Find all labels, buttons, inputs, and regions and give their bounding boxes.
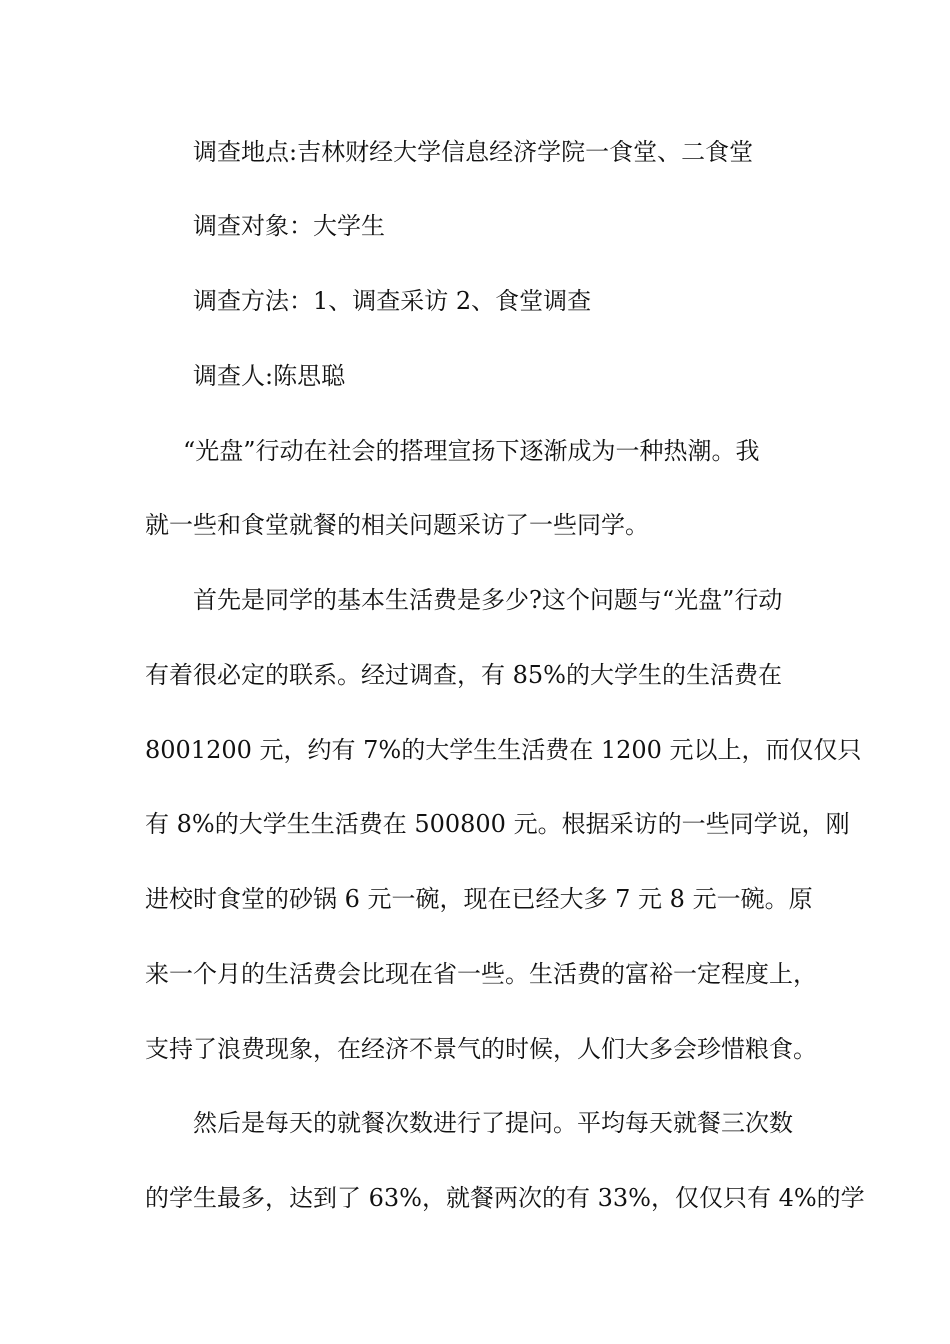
paragraph-2-line-4: 有 8%的大学生生活费在 500800 元。根据采访的一些同学说，刚 xyxy=(145,810,850,838)
paragraph-2-line-5: 进校时食堂的砂锅 6 元一碗，现在已经大多 7 元 8 元一碗。原 xyxy=(145,885,813,913)
paragraph-3-line-1: 然后是每天的就餐次数进行了提问。平均每天就餐三次数 xyxy=(193,1109,793,1137)
paragraph-2-line-7: 支持了浪费现象，在经济不景气的时候，人们大多会珍惜粮食。 xyxy=(145,1035,817,1063)
paragraph-2-line-1: 首先是同学的基本生活费是多少?这个问题与“光盘”行动 xyxy=(193,586,783,614)
survey-method-line: 调查方法：1、调查采访 2、食堂调查 xyxy=(193,287,592,315)
paragraph-1-line-1: “光盘”行动在社会的搭理宣扬下逐渐成为一种热潮。我 xyxy=(183,437,760,465)
surveyor-line: 调查人:陈思聪 xyxy=(193,362,346,390)
paragraph-3-line-2: 的学生最多，达到了 63%，就餐两次的有 33%，仅仅只有 4%的学 xyxy=(145,1184,865,1212)
paragraph-2-line-3: 8001200 元，约有 7%的大学生生活费在 1200 元以上，而仅仅只 xyxy=(145,736,862,764)
survey-subject-line: 调查对象：大学生 xyxy=(193,212,385,240)
paragraph-1-line-2: 就一些和食堂就餐的相关问题采访了一些同学。 xyxy=(145,511,649,539)
paragraph-2-line-2: 有着很必定的联系。经过调查，有 85%的大学生的生活费在 xyxy=(145,661,782,689)
paragraph-2-line-6: 来一个月的生活费会比现在省一些。生活费的富裕一定程度上， xyxy=(145,960,817,988)
survey-location-line: 调查地点:吉林财经大学信息经济学院一食堂、二食堂 xyxy=(193,138,754,166)
